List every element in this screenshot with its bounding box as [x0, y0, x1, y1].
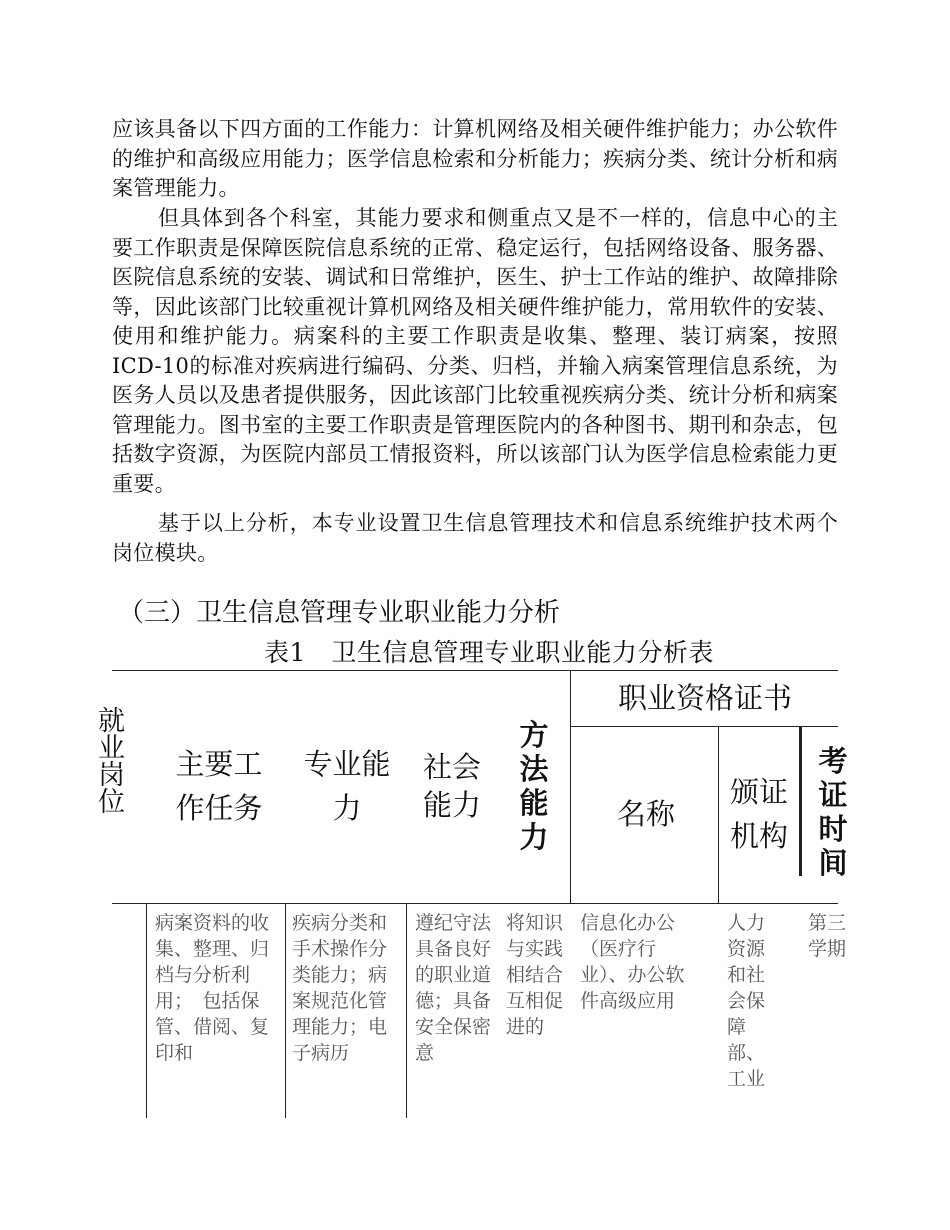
- header-cert-name: 名称: [616, 797, 675, 831]
- cell-main-tasks: 病案资料的收集、整理、归档与分析利用； 包括保管、借阅、复印和: [155, 912, 270, 1064]
- cell-professional: 疾病分类和手术操作分类能力；病案规范化管理能力；电子病历: [292, 912, 388, 1064]
- header-cert-issuer: 颁证机构: [729, 775, 788, 853]
- cell-cert-name: 信息化办公（医疗行业）、办公软件高级应用: [580, 912, 685, 1012]
- paragraph-3: 基于以上分析，本专业设置卫生信息管理技术和信息系统维护技术两个岗位模块。: [112, 511, 838, 565]
- cell-social: 遵纪守法具备良好的职业道德；具备安全保密意: [415, 912, 492, 1064]
- paragraph-1: 应该具备以下四方面的工作能力：计算机网络及相关硬件维护能力；办公软件的维护和高级应用能力；医学信息检索和分析能力；疾病分类、统计分析和病案管理能力。: [112, 117, 838, 200]
- table-caption: 表1 卫生信息管理专业职业能力分析表: [264, 638, 714, 667]
- cell-cert-issuer: 人力资源和社会保障部、工业: [727, 912, 766, 1090]
- cell-method: 将知识与实践相结合互相促进的: [506, 912, 564, 1038]
- header-job-post: 就业岗位: [93, 706, 124, 814]
- header-cert-group: 职业资格证书: [617, 681, 792, 715]
- header-cert-time: 考证时间: [818, 744, 848, 880]
- header-method: 方法能力: [519, 718, 549, 854]
- cell-cert-time: 第三学期: [808, 912, 847, 960]
- section-heading: （三）卫生信息管理专业职业能力分析: [118, 598, 561, 628]
- header-professional: 专业能力: [303, 747, 391, 825]
- header-social: 社会能力: [422, 750, 481, 822]
- header-main-tasks: 主要工作任务: [175, 747, 263, 825]
- paragraph-2: 但具体到各个科室，其能力要求和侧重点又是不一样的，信息中心的主要工作职责是保障医院信息系统的正常、稳定运行，包括网络设备、服务器、医院信息系统的安装、调试和日常维护，医生、护士工作站的维护、故障排除等，因此该部门比较重视计算机网络及相关硬件维护能力，常用软件的安装、使用和维护能力。病案科的主要工作职责是收集、整理、装订病案，按照ICD-10的标准对疾病进行编码、分类、归档，并输入病案管理信息系统，为医务人员以及患者提供服务，因此该部门比较重视疾病分类、统计分析和病案管理能力。图书室的主要工作职责是管理医院内的各种图书、期刊和杂志，包括数字资源，为医院内部员工情报资料，所以该部门认为医学信息检索能力更重要。: [112, 206, 838, 496]
